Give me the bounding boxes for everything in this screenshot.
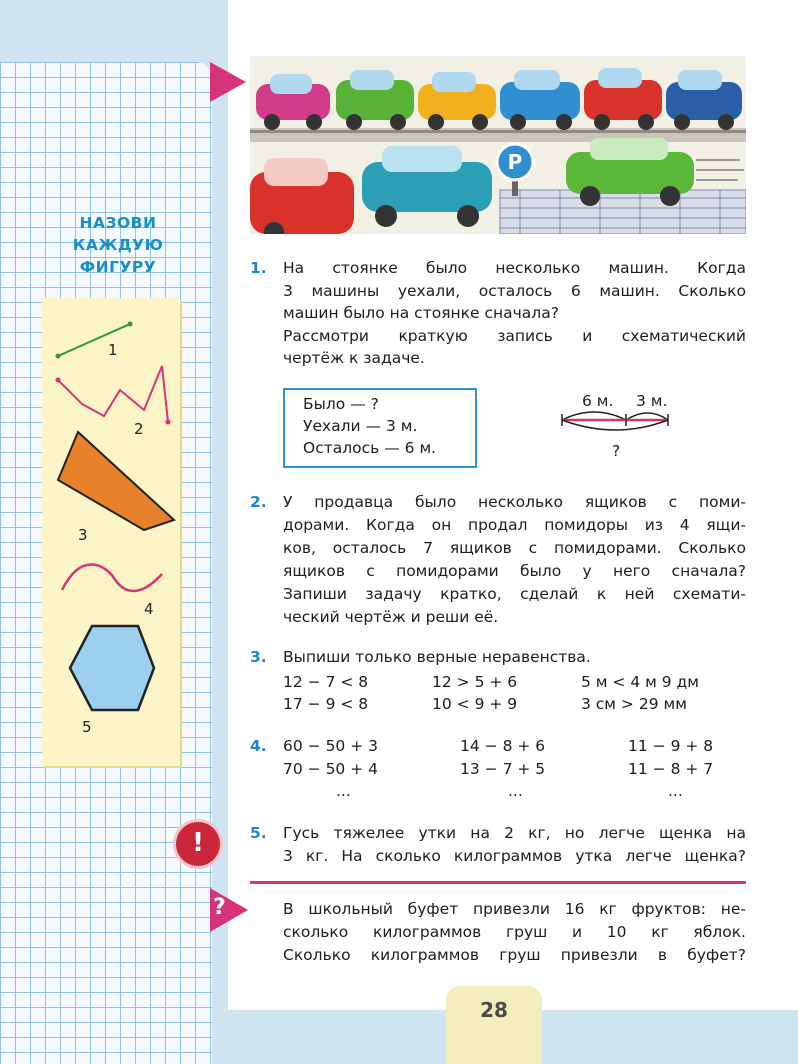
task2-line: ков, осталось 7 ящиков с помидорами. Сколько — [283, 539, 746, 557]
question-glyph: ? — [213, 895, 226, 920]
inequality: 3 см > 29 мм — [581, 695, 687, 713]
task1-line: чертёж к задаче. — [283, 349, 425, 367]
expression: 60 − 50 + 3 — [283, 737, 378, 755]
task2-line: ческий чертёж и реши её. — [283, 608, 499, 626]
expression: 11 − 9 + 8 — [628, 737, 714, 755]
shape-label: 4 — [144, 600, 154, 618]
task2-line: дорами. Когда он продал помидоры из 4 ящи- — [283, 516, 746, 534]
task2-line: Запиши задачу кратко, сделай к ней схемати- — [283, 585, 746, 603]
task5-line: Гусь тяжелее утки на 2 кг, но легче щенка на — [283, 824, 746, 842]
exclamation-glyph: ! — [192, 828, 204, 858]
section-marker-icon — [210, 62, 246, 102]
short-record-line: Осталось — 6 м. — [303, 439, 437, 457]
bonus-line: В школьный буфет привезли 16 кг фруктов: не- — [283, 900, 746, 918]
scheme-label: 6 м. — [582, 392, 614, 410]
short-record-line: Уехали — 3 м. — [303, 417, 418, 435]
sidebar-heading — [62, 212, 174, 278]
parking-lot-illustration — [250, 56, 746, 234]
inequality: 12 > 5 + 6 — [432, 673, 518, 691]
bonus-line: Сколько килограммов груш привезли в буфет? — [283, 946, 746, 964]
scheme-question: ? — [612, 442, 621, 460]
expression: 13 − 7 + 5 — [460, 760, 546, 778]
sidebar-heading-line: НАЗОВИ — [79, 214, 157, 232]
task-number: 2. — [250, 493, 267, 511]
inequality: 10 < 9 + 9 — [432, 695, 518, 713]
page-number: 28 — [480, 998, 508, 1022]
sidebar-heading-line: КАЖДУЮ — [72, 236, 164, 254]
curve-line-icon — [62, 564, 162, 591]
expression: 14 − 8 + 6 — [460, 737, 546, 755]
expression: 70 − 50 + 4 — [283, 760, 378, 778]
shapes-figures — [42, 298, 180, 766]
expression-ellipsis: ... — [336, 782, 351, 800]
scheme-label: 3 м. — [636, 392, 668, 410]
exclamation-icon — [176, 822, 220, 866]
task-number: 1. — [250, 259, 267, 277]
bonus-line: сколько килограммов груш и 10 кг яблок. — [283, 923, 746, 941]
task1-line: машин было на стоянке сначала? — [283, 304, 559, 322]
parking-sign-letter: P — [507, 150, 523, 174]
hexagon-icon — [70, 626, 154, 710]
inequality: 12 − 7 < 8 — [283, 673, 369, 691]
shape-label: 1 — [108, 341, 118, 359]
shape-label: 5 — [82, 718, 92, 736]
task2-line: ящиков с помидорами было у него сначала? — [283, 562, 746, 580]
task1-line: 3 машины уехали, осталось 6 машин. Сколько — [283, 282, 746, 300]
trapezoid-icon — [58, 432, 174, 530]
task5-line: 3 кг. На сколько килограммов утка легче щенка? — [283, 847, 746, 865]
expression-ellipsis: ... — [668, 782, 683, 800]
sidebar-heading-line: ФИГУРУ — [79, 258, 157, 276]
short-record-line: Было — ? — [303, 395, 379, 413]
divider — [250, 881, 746, 884]
task-number: 4. — [250, 737, 267, 755]
shape-label: 2 — [134, 420, 144, 438]
inequality: 5 м < 4 м 9 дм — [581, 673, 699, 691]
expression-ellipsis: ... — [508, 782, 523, 800]
task-number: 3. — [250, 648, 267, 666]
inequality: 17 − 9 < 8 — [283, 695, 369, 713]
line-segment-icon — [56, 322, 133, 359]
task-number: 5. — [250, 824, 267, 842]
broken-line-icon — [56, 366, 171, 425]
expression: 11 − 8 + 7 — [628, 760, 714, 778]
task1-line: На стоянке было несколько машин. Когда — [283, 259, 746, 277]
task2-line: У продавца было несколько ящиков с поми- — [283, 493, 746, 511]
shape-label: 3 — [78, 526, 88, 544]
task3-title: Выпиши только верные неравенства. — [283, 648, 591, 666]
task1-line: Рассмотри краткую запись и схематический — [283, 327, 746, 345]
fence — [500, 190, 746, 234]
